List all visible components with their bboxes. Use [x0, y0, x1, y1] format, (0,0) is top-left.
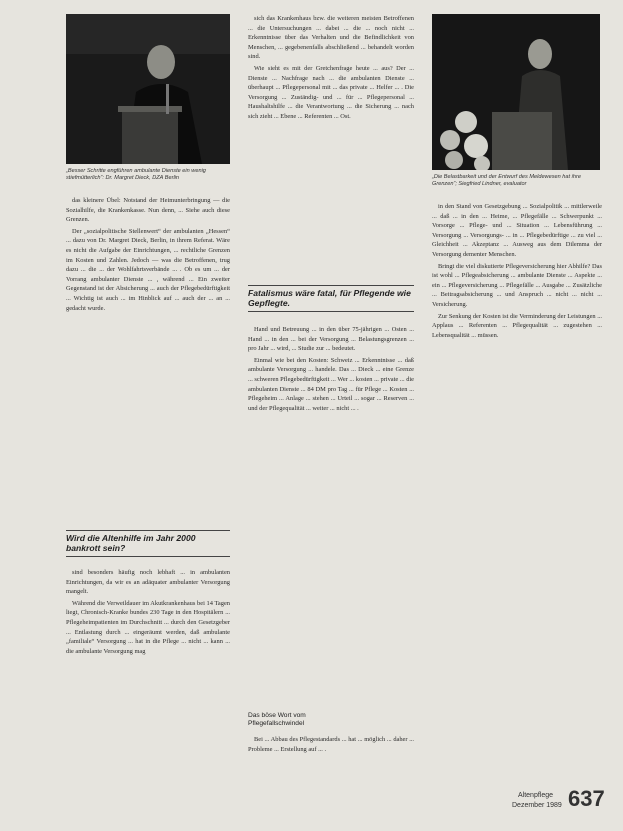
paragraph: Zur Senkung der Kosten ist die Verminderung der Leistungen ... Applaus ... Referenten ... Pflegequalität ... zugestehen ... Lebensqualität ... müssen.	[432, 312, 602, 339]
speaker-photo-left-image	[66, 14, 230, 164]
section-heading-2: Fatalismus wäre fatal, für Pflegende wie Gepflegte.	[248, 285, 414, 312]
footer-date: Dezember 1989	[512, 802, 562, 809]
caption-right: „Die Belastbarkeit und der Entwurf des Meldewesen hat ihre Grenzen“; Siegfried Lindner, evaluator	[432, 174, 581, 188]
paragraph: Wie sieht es mit der Gretchenfrage heute ... aus? Der ... Dienste ... Nachfrage nach ... die ambulanten Dienste ... überhaupt ... Pflegepersonal mit ... das private ... Helfer ... . Die Versorgung ... Zuständig- und ... für ... Pflegepersonal ... Haushaltshilfe ... die Verantwortung ... die Sicherung ... nach sich zieht ... Ebene ... Referenten ... Ost.	[248, 64, 414, 120]
section-heading-1: Wird die Altenhilfe im Jahr 2000 bankrott sein?	[66, 530, 230, 557]
caption-left: „Besser Schritte engführen ambulante Dienste ein wenig stiefmütterlich“: Dr. Margret Dieck, DZA Berlin	[66, 168, 206, 182]
column-2-top	[248, 14, 414, 276]
speaker-photo-right	[432, 14, 600, 170]
paragraph: Einmal wie bei den Kosten: Schweiz ... Erkenntnisse ... daß ambulante Versorgung ... handele. Das ... Dieck ... eine Grenze ... schweren Pflegebedürftigkeit ... Wer ... kosten ... private ... die ambulanten Dienste ... 84 DM pro Tag ... für Pflege ... Kosten ... Pflegeheim ... Anlage ... stehen ... Urteil ... sogar ... Reserven ... und der Pflegequalität ... weiter ... nicht ... .	[248, 356, 414, 412]
page-number: 637	[568, 786, 605, 811]
footer-magazine: Altenpflege	[518, 792, 554, 799]
speaker-photo-right-image	[432, 14, 600, 170]
paragraph: sich das Krankenhaus bzw. die weiteren meisten Betroffenen ... die Untersuchungen ... dabei ... die ... noch nicht ... Erkenntnisse über das Verhalten und die Befindlichkeit von Menschen, ... gegebenenfalls abschließend ... behandelt worden sind.	[248, 15, 414, 61]
paragraph: Bei ... Abbau des Pflegestandards ... hat ... möglich ... daher ... Probleme ... Erstellung auf ... .	[248, 736, 414, 753]
column-3	[432, 202, 602, 782]
speaker-photo-left	[66, 14, 230, 164]
paragraph: das kleinere Übel: Notstand der Heimunterbringung — die Sozialhilfe, die Krankenkasse. Nun denn, ... Siehe auch diese Grenzen.	[66, 197, 230, 224]
paragraph: Bringt die viel diskutierte Pflegeversicherung hier Abhilfe? Das ist wohl ... Pflegeabsicherung ... ambulante Dienste ... Aspekte ... ein ... Pflegeversicherung ... Pflegefälle ... Ausgabe ... Zusätzliche ... Beitragsabsicherung ... und Anspruch ... nicht ... nicht ... Versicherung.	[432, 262, 602, 308]
paragraph: Hand und Betreuung ... in den über 75-jährigen ... Osten ... Hand ... in den ... bei der Versorgung ... Belastungsgrenzen ... pro Jahr ... wird, ... Studie zur ... bedeutet.	[248, 326, 414, 353]
column-1-top	[66, 196, 230, 526]
paragraph: Der „sozialpolitische Stellenwert“ der ambulanten „Hessen“ ... dazu von Dr. Margret Dieck, Berlin, in ihrem Referat. Wäre es nicht die Aufgabe der Einrichtungen, ... rechtliche Grenzen im Kosten und Zahlen. Jedoch — was die Betroffenen, trug dazu ... die ... der Wohlfahrtsverbände ... . Ob es um ... der Vorrang ambulanter Dienste ... , während ... Ein zweiter Gegenstand ist der Absicherung ... auch der Pflegebedürftigkeit ... Wichtig ist auch ... im Hinblick auf ... auch der ... an ... gedacht wurde.	[66, 227, 230, 312]
subheading: Das böse Wort vom Pflegefallschwindel	[248, 712, 306, 728]
paragraph: in den Stand von Gesetzgebung ... Sozialpolitik ... mittlerweile ... daß ... in den ... Heime, ... Pflegefälle ... Schwerpunkt ... Vorsorge ... Pflege- und ... Situation ... Lebensführung ... Versorgung ... Versorgungs- ... in ... Pflegebedürftige ... zu viel ... Gleichheit ... Akzeptanz ... Ausweg aus dem Dilemma der Versorgung dementer Menschen.	[432, 203, 602, 258]
paragraph: sind besonders häufig noch lebhaft ... in ambulanten Einrichtungen, da wir es an adäquater ambulanter Versorgung mangelt.	[66, 569, 230, 596]
paragraph: Während die Verweildauer im Akutkrankenhaus bei 14 Tagen liegt, Chronisch-Kranke bundes 230 Tage in den Hospitälern ... Pflegeheimpatienten im Durchschnitt ... durch den Gesetzgeber ... Entlastung durch ... eingeräumt werden, daß ambulante „familiale“ Versorgung ... hat in die Pflege ... nicht ... kann ... die ambulante Versorgung mag	[66, 599, 230, 655]
column-1-bottom	[66, 568, 230, 773]
column-2-bottom	[248, 735, 414, 781]
column-2-middle	[248, 325, 414, 645]
